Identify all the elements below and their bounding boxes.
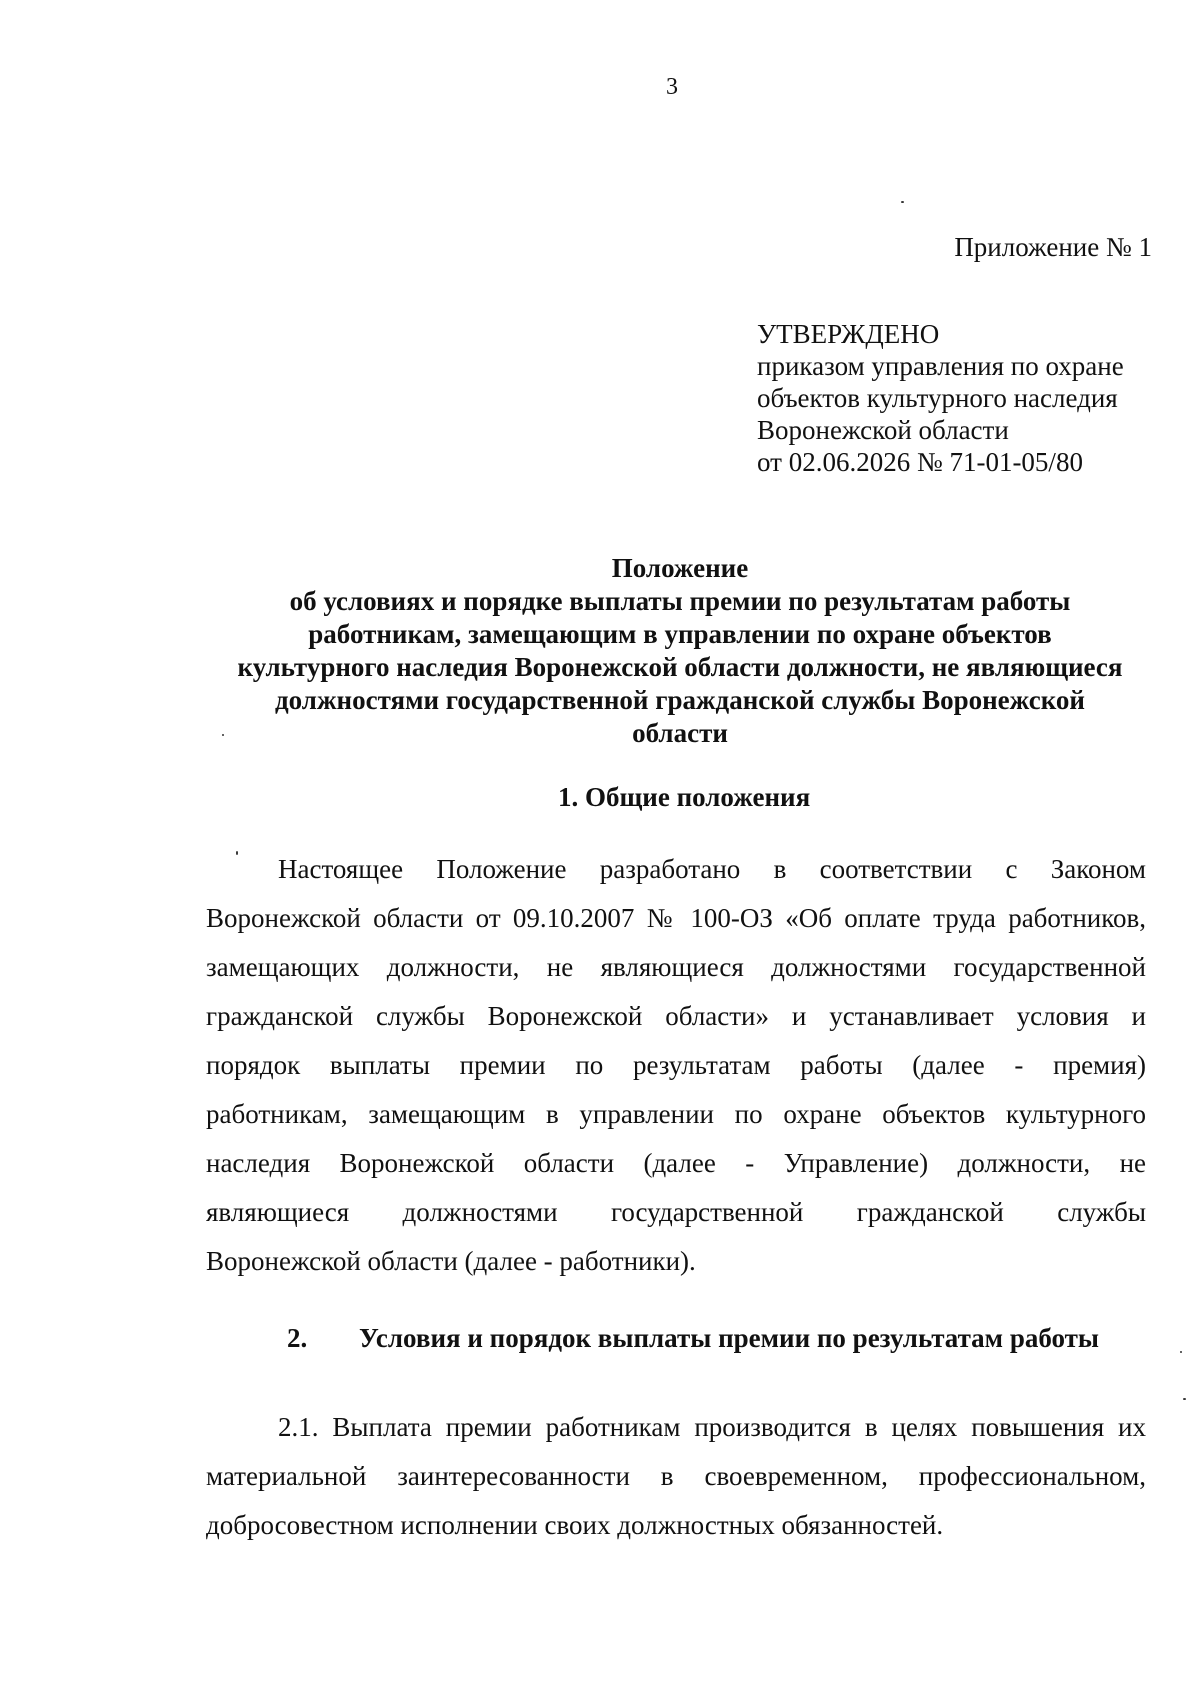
scan-speck — [901, 201, 904, 203]
title-heading: Положение — [611, 553, 749, 583]
title-line: области — [632, 718, 728, 748]
section-2-number: 2. — [287, 1323, 308, 1353]
approval-status: УТВЕРЖДЕНО — [757, 319, 940, 349]
paragraph-line: замещающих должности, не являющиеся должностями государственной — [206, 952, 1146, 982]
appendix-label: Приложение № 1 — [954, 232, 1152, 262]
paragraph-line: работникам, замещающим в управлении по охране объектов культурного — [206, 1099, 1146, 1129]
section-1-paragraph — [206, 845, 1146, 1286]
section-2-paragraph — [206, 1403, 1146, 1550]
title-line: должностями государственной гражданской службы Воронежской — [275, 685, 1085, 715]
section-2-heading — [287, 1323, 1099, 1354]
paragraph-line: порядок выплаты премии по результатам работы (далее - премия) — [206, 1050, 1146, 1080]
scan-speck — [236, 851, 238, 855]
approval-block — [757, 318, 1124, 478]
approval-line: Воронежской области — [757, 415, 1009, 445]
paragraph-line: Воронежской области от 09.10.2007 № 100-ОЗ «Об оплате труда работников, — [206, 903, 1146, 933]
approval-order-line: от 02.06.2026 № 71-01-05/80 — [757, 447, 1083, 477]
paragraph-line: наследия Воронежской области (далее - Управление) должности, не — [206, 1148, 1146, 1178]
paragraph-line: материальной заинтересованности в своевременном, профессиональном, — [206, 1461, 1146, 1491]
scan-speck — [1180, 1351, 1182, 1353]
paragraph-line: являющиеся должностями государственной гражданской службы — [206, 1197, 1146, 1227]
document-title — [200, 552, 1160, 750]
approval-line: объектов культурного наследия — [757, 383, 1118, 413]
title-line: культурного наследия Воронежской области должности, не являющиеся — [237, 652, 1123, 682]
paragraph-line: 2.1. Выплата премии работникам производится в целях повышения их — [278, 1412, 1146, 1442]
approval-line: приказом управления по охране — [757, 351, 1124, 381]
section-2-title: Условия и порядок выплаты премии по результатам работы — [359, 1323, 1099, 1353]
paragraph-line: Воронежской области (далее - работники). — [206, 1246, 696, 1276]
paragraph-line: гражданской службы Воронежской области» и устанавливает условия и — [206, 1001, 1146, 1031]
page-number: 3 — [666, 74, 678, 100]
scan-speck — [222, 734, 224, 736]
title-line: работникам, замещающим в управлении по охране объектов — [308, 619, 1052, 649]
paragraph-line: Настоящее Положение разработано в соответствии с Законом — [278, 854, 1146, 884]
section-1-heading: 1. Общие положения — [558, 782, 811, 812]
scan-speck — [1183, 1398, 1186, 1400]
paragraph-line: добросовестном исполнении своих должностных обязанностей. — [206, 1510, 944, 1540]
title-line: об условиях и порядке выплаты премии по результатам работы — [289, 586, 1071, 616]
